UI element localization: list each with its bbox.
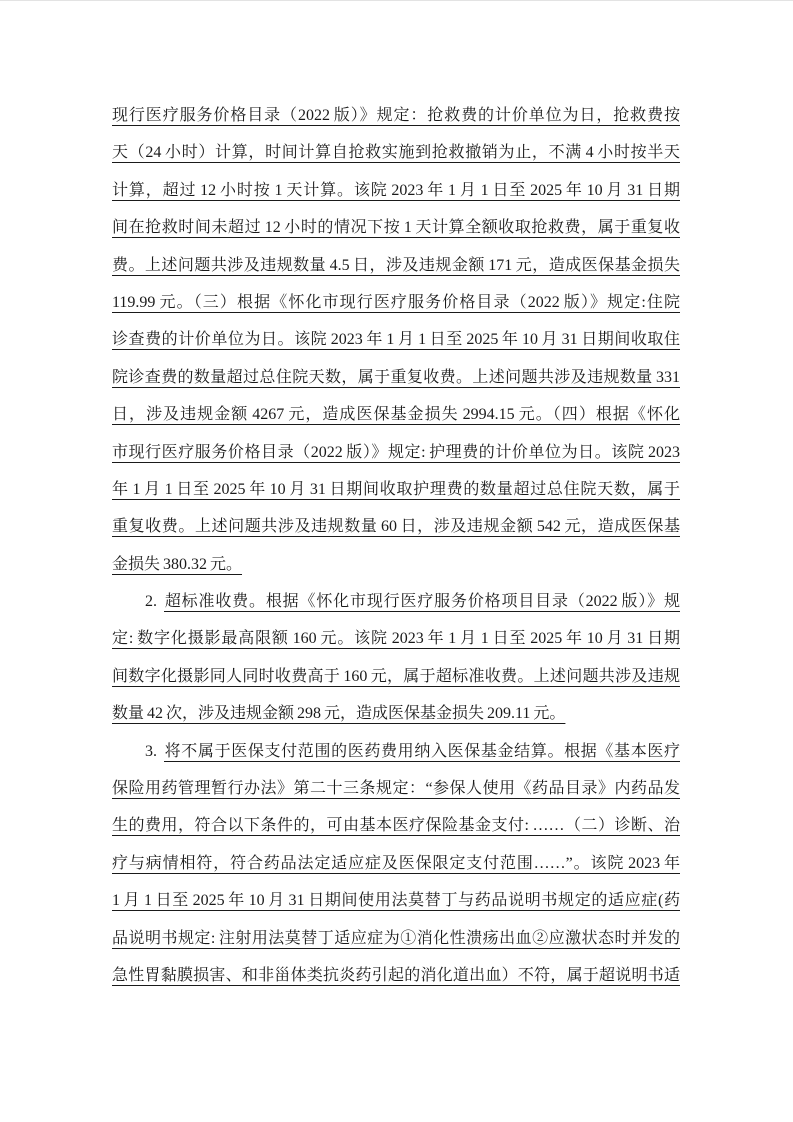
paragraph xyxy=(112,733,680,995)
text-line xyxy=(112,845,680,882)
line-text: 费。上述问题共涉及违规数量 4.5 日，涉及违规金额 171 元，造成医保基金损失 xyxy=(112,256,680,274)
line-text: 间数字化摄影同人同时收费高于 160 元，属于超标准收费。上述问题共涉及违规 xyxy=(112,667,680,685)
text-line xyxy=(112,396,680,433)
text-line xyxy=(112,882,680,919)
paragraph-number: 3. xyxy=(145,742,157,760)
text-line xyxy=(112,733,680,770)
text-line xyxy=(112,957,680,994)
text-line xyxy=(112,471,680,508)
text-line xyxy=(112,508,680,545)
line-text: 将不属于医保支付范围的医药费用纳入医保基金结算。根据《基本医疗 xyxy=(164,742,680,760)
line-text: 急性胃黏膜损害、和非甾体类抗炎药引起的消化道出血）不符，属于超说明书适 xyxy=(112,966,680,984)
line-text: 定: 数字化摄影最高限额 160 元。该院 2023 年 1 月 1 日至 2025 年 10 月 31 日期 xyxy=(112,630,680,648)
text-line xyxy=(112,321,680,358)
text-line xyxy=(112,359,680,396)
line-text: 日，涉及违规金额 4267 元，造成医保基金损失 2994.15 元。（四）根据《怀化 xyxy=(112,406,680,424)
line-text: 诊查费的计价单位为日。该院 2023 年 1 月 1 日至 2025 年 10 月 31 日期间收取住 xyxy=(112,331,680,349)
paragraph xyxy=(112,97,680,583)
line-text: 计算，超过 12 小时按 1 天计算。该院 2023 年 1 月 1 日至 2025 年 10 月 31 日期 xyxy=(112,181,680,199)
text-line xyxy=(112,920,680,957)
line-text: 超标准收费。根据《怀化市现行医疗服务价格项目目录（2022 版）》规 xyxy=(164,593,680,611)
line-text: 重复收费。上述问题共涉及违规数量 60 日，涉及违规金额 542 元，造成医保基 xyxy=(112,518,680,536)
paragraph-number: 2. xyxy=(145,593,157,611)
text-line xyxy=(112,620,680,657)
line-text: 间在抢救时间未超过 12 小时的情况下按 1 天计算全额收取抢救费，属于重复收 xyxy=(112,219,680,237)
line-text: 市现行医疗服务价格目录（2022 版）》规定: 护理费的计价单位为日。该院 2023 xyxy=(112,443,680,461)
text-line xyxy=(112,434,680,471)
text-line xyxy=(112,247,680,284)
line-text: 生的费用，符合以下条件的，可由基本医疗保险基金支付: ……（二）诊断、治 xyxy=(112,817,680,835)
line-text: 数量 42 次，涉及违规金额 298 元，造成医保基金损失 209.11 元。 xyxy=(112,705,566,723)
text-line xyxy=(112,807,680,844)
text-line xyxy=(112,284,680,321)
text-line xyxy=(112,209,680,246)
line-text: 品说明书规定: 注射用法莫替丁适应症为①消化性溃疡出血②应激状态时并发的 xyxy=(112,929,680,947)
line-text: 金损失 380.32 元。 xyxy=(112,555,243,573)
line-text: 1 月 1 日至 2025 年 10 月 31 日期间使用法莫替丁与药品说明书规定的适应症(药 xyxy=(112,892,680,910)
line-text: 天（24 小时）计算，时间计算自抢救实施到抢救撤销为止，不满 4 小时按半天 xyxy=(112,144,680,162)
text-line xyxy=(112,695,680,732)
line-text: 保险用药管理暂行办法》第二十三条规定：“参保人使用《药品目录》内药品发 xyxy=(112,780,680,798)
document-text-block xyxy=(112,97,680,994)
text-line xyxy=(112,546,680,583)
line-text: 年 1 月 1 日至 2025 年 10 月 31 日期间收取护理费的数量超过总住院天数，属于 xyxy=(112,480,680,498)
text-line xyxy=(112,172,680,209)
text-line xyxy=(112,770,680,807)
line-text: 院诊查费的数量超过总住院天数，属于重复收费。上述问题共涉及违规数量 331 xyxy=(112,368,680,386)
line-text: 疗与病情相符，符合药品法定适应症及医保限定支付范围……”。该院 2023 年 xyxy=(112,854,680,872)
line-text: 119.99 元。（三）根据《怀化市现行医疗服务价格目录（2022 版）》规定:住院 xyxy=(112,293,680,311)
text-line xyxy=(112,97,680,134)
text-line xyxy=(112,658,680,695)
text-line xyxy=(112,583,680,620)
text-line xyxy=(112,134,680,171)
paragraph xyxy=(112,583,680,733)
line-text: 现行医疗服务价格目录（2022 版）》规定：抢救费的计价单位为日，抢救费按 xyxy=(112,107,680,124)
page-background xyxy=(0,1,793,1122)
